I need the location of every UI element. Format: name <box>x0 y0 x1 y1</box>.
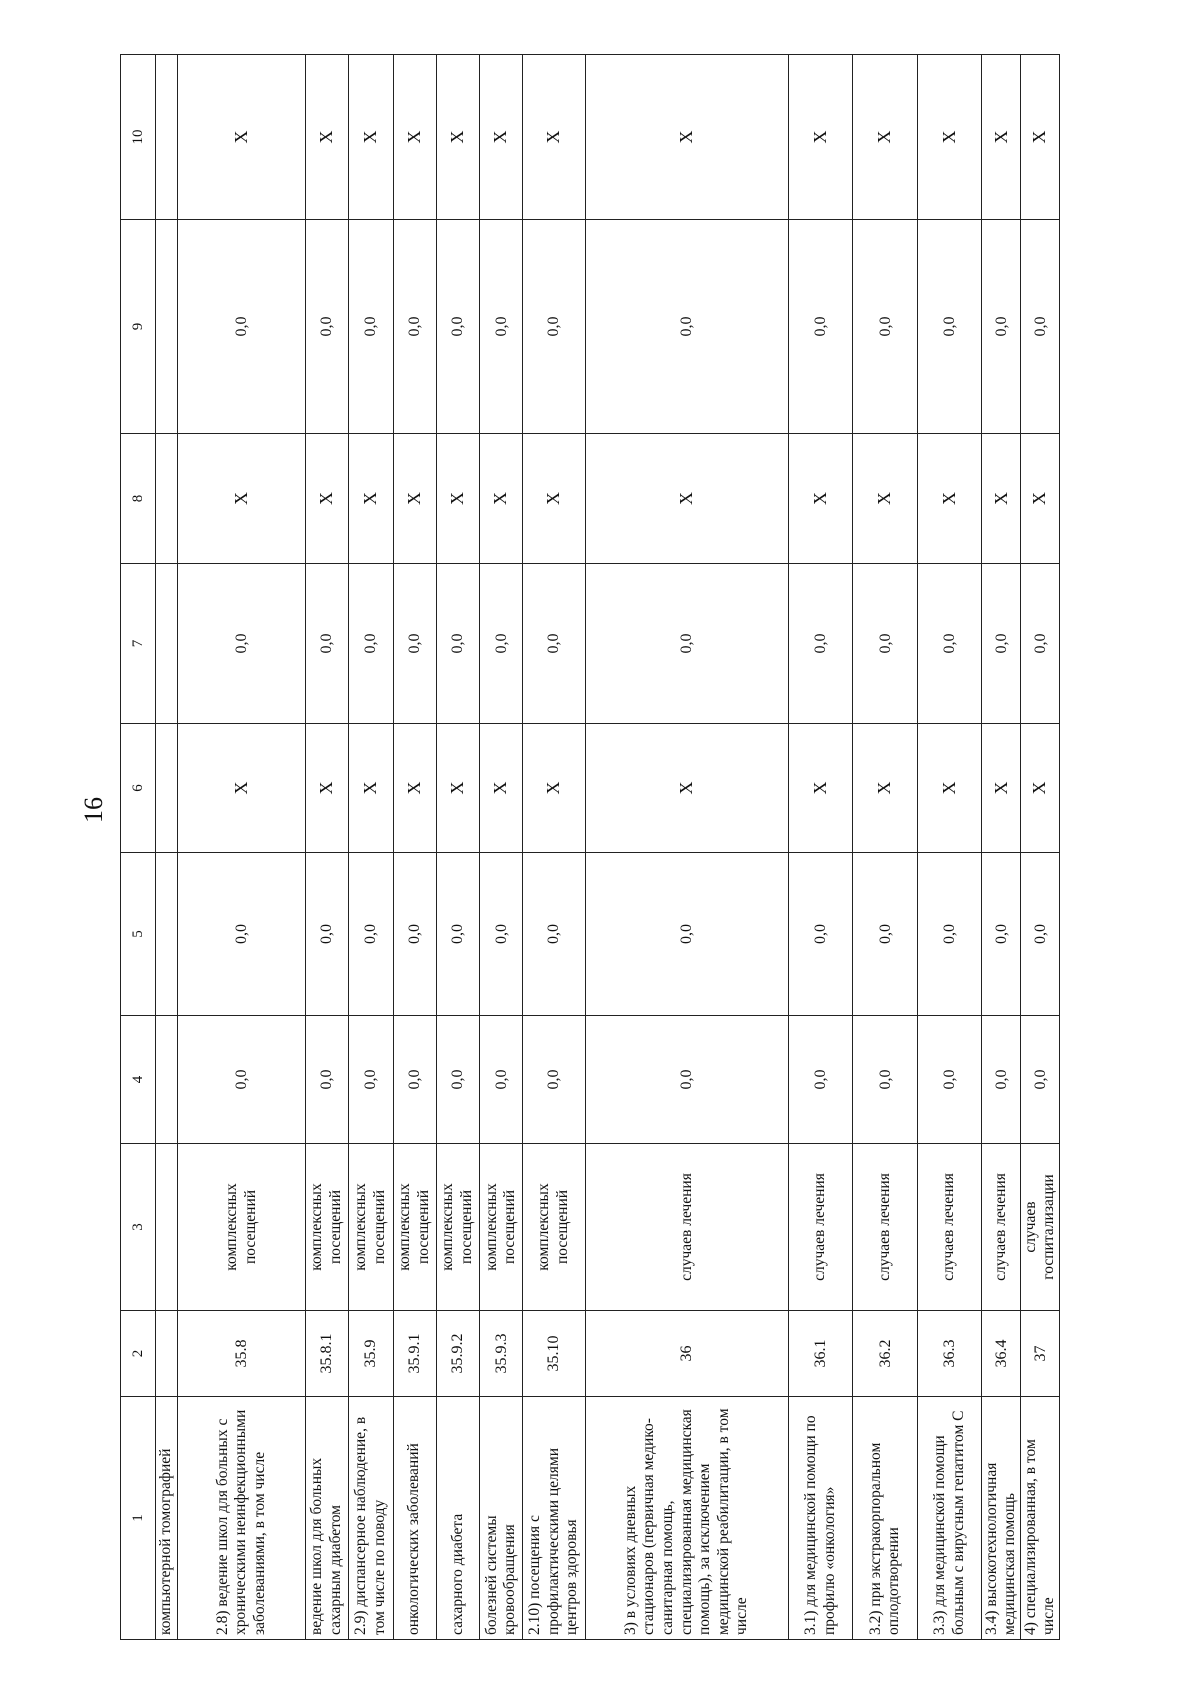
cell-unit: комплексных посещений <box>436 1144 479 1311</box>
cell-code: 36.3 <box>917 1311 981 1397</box>
cell-c4: 0,0 <box>853 1016 917 1144</box>
cell-c10: X <box>982 55 1021 220</box>
cell-code: 35.9.1 <box>393 1311 436 1397</box>
cell-c4: 0,0 <box>178 1016 306 1144</box>
table-row <box>436 55 479 1640</box>
cell-name: 3.3) для медицинской помощи больным с вирусным гепатитом С <box>917 1397 981 1640</box>
cell-c6: X <box>853 724 917 853</box>
cell-name: 3) в условиях дневных стационаров (первичная медико-санитарная помощь, специализированная медицинская помощь), за исключением медицинской реабилитации, в том числе <box>585 1397 788 1640</box>
table-row <box>982 55 1021 1640</box>
cell-c6: X <box>393 724 436 853</box>
cell-c7: 0,0 <box>917 564 981 724</box>
cell-c5: 0,0 <box>585 853 788 1016</box>
cell-name: ведение школ для больных сахарным диабетом <box>305 1397 348 1640</box>
cell-c8 <box>156 434 178 564</box>
col-header: 4 <box>121 1016 156 1144</box>
cell-c10: X <box>393 55 436 220</box>
cell-c10: X <box>585 55 788 220</box>
cell-c10: X <box>178 55 306 220</box>
cell-c10: X <box>436 55 479 220</box>
col-header: 7 <box>121 564 156 724</box>
cell-c7: 0,0 <box>305 564 348 724</box>
cell-unit: комплексных посещений <box>349 1144 393 1311</box>
cell-unit: случаев лечения <box>788 1144 852 1311</box>
cell-name: сахарного диабета <box>436 1397 479 1640</box>
page-number: 16 <box>79 797 108 823</box>
cell-c7 <box>156 564 178 724</box>
cell-c5: 0,0 <box>349 853 393 1016</box>
cell-c10: X <box>917 55 981 220</box>
table-row <box>1021 55 1060 1640</box>
cell-code: 36.2 <box>853 1311 917 1397</box>
cell-name: 3.4) высокотехнологичная медицинская помощь <box>982 1397 1021 1640</box>
cell-c4: 0,0 <box>788 1016 852 1144</box>
col-header: 5 <box>121 853 156 1016</box>
cell-code: 37 <box>1021 1311 1060 1397</box>
cell-code: 36.4 <box>982 1311 1021 1397</box>
cell-c9: 0,0 <box>1021 220 1060 434</box>
cell-c9 <box>156 220 178 434</box>
cell-c5: 0,0 <box>436 853 479 1016</box>
cell-c9: 0,0 <box>982 220 1021 434</box>
cell-name: 2.10) посещения с профилактическими целями центров здоровья <box>523 1397 585 1640</box>
cell-c10: X <box>523 55 585 220</box>
cell-c6: X <box>178 724 306 853</box>
cell-c6: X <box>982 724 1021 853</box>
cell-c5 <box>156 853 178 1016</box>
cell-c7: 0,0 <box>393 564 436 724</box>
col-header: 1 <box>121 1397 156 1640</box>
cell-c9: 0,0 <box>349 220 393 434</box>
table-row <box>178 55 306 1640</box>
cell-c7: 0,0 <box>788 564 852 724</box>
cell-c6: X <box>436 724 479 853</box>
cell-c4: 0,0 <box>982 1016 1021 1144</box>
cell-unit: комплексных посещений <box>305 1144 348 1311</box>
cell-c7: 0,0 <box>982 564 1021 724</box>
table-row <box>393 55 436 1640</box>
cell-c4: 0,0 <box>585 1016 788 1144</box>
table-row <box>156 55 178 1640</box>
cell-c9: 0,0 <box>436 220 479 434</box>
table-row <box>523 55 585 1640</box>
cell-c9: 0,0 <box>178 220 306 434</box>
col-header: 6 <box>121 724 156 853</box>
table-row <box>349 55 393 1640</box>
cell-code: 35.8.1 <box>305 1311 348 1397</box>
cell-c9: 0,0 <box>305 220 348 434</box>
cell-c10: X <box>1021 55 1060 220</box>
cell-c6: X <box>523 724 585 853</box>
cell-unit: комплексных посещений <box>480 1144 523 1311</box>
cell-c5: 0,0 <box>305 853 348 1016</box>
cell-c8: X <box>393 434 436 564</box>
cell-name: 4) специализированная, в том числе <box>1021 1397 1060 1640</box>
cell-c9: 0,0 <box>585 220 788 434</box>
cell-c8: X <box>853 434 917 564</box>
cell-c4 <box>156 1016 178 1144</box>
cell-c5: 0,0 <box>853 853 917 1016</box>
cell-name: 3.2) при экстракорпоральном оплодотворении <box>853 1397 917 1640</box>
cell-c8: X <box>349 434 393 564</box>
col-header: 10 <box>121 55 156 220</box>
cell-unit <box>156 1144 178 1311</box>
cell-c9: 0,0 <box>788 220 852 434</box>
cell-name: онкологических заболеваний <box>393 1397 436 1640</box>
cell-c5: 0,0 <box>917 853 981 1016</box>
col-header: 2 <box>121 1311 156 1397</box>
cell-c8: X <box>436 434 479 564</box>
cell-c5: 0,0 <box>982 853 1021 1016</box>
col-header: 3 <box>121 1144 156 1311</box>
cell-c7: 0,0 <box>349 564 393 724</box>
cell-c4: 0,0 <box>917 1016 981 1144</box>
cell-c8: X <box>917 434 981 564</box>
cell-code: 35.9.3 <box>480 1311 523 1397</box>
header-row <box>121 55 156 1640</box>
cell-c4: 0,0 <box>1021 1016 1060 1144</box>
cell-c5: 0,0 <box>393 853 436 1016</box>
cell-c8: X <box>523 434 585 564</box>
cell-c5: 0,0 <box>523 853 585 1016</box>
cell-c6: X <box>585 724 788 853</box>
table-row <box>480 55 523 1640</box>
cell-c4: 0,0 <box>305 1016 348 1144</box>
cell-c4: 0,0 <box>349 1016 393 1144</box>
cell-c8: X <box>1021 434 1060 564</box>
cell-code: 35.9.2 <box>436 1311 479 1397</box>
table-row <box>917 55 981 1640</box>
cell-c5: 0,0 <box>178 853 306 1016</box>
cell-unit: случаев лечения <box>853 1144 917 1311</box>
cell-c7: 0,0 <box>853 564 917 724</box>
cell-c6: X <box>305 724 348 853</box>
cell-unit: комплексных посещений <box>393 1144 436 1311</box>
cell-code: 36 <box>585 1311 788 1397</box>
cell-c6: X <box>349 724 393 853</box>
cell-unit: случаев лечения <box>917 1144 981 1311</box>
cell-c7: 0,0 <box>585 564 788 724</box>
cell-c10: X <box>480 55 523 220</box>
cell-code: 35.10 <box>523 1311 585 1397</box>
cell-c9: 0,0 <box>480 220 523 434</box>
table-row <box>788 55 852 1640</box>
cell-c4: 0,0 <box>523 1016 585 1144</box>
cell-c8: X <box>480 434 523 564</box>
cell-unit: случаев лечения <box>982 1144 1021 1311</box>
cell-name: 3.1) для медицинской помощи по профилю «онкология» <box>788 1397 852 1640</box>
cell-unit: случаев госпитализации <box>1021 1144 1060 1311</box>
col-header: 9 <box>121 220 156 434</box>
table-body <box>156 55 1060 1640</box>
table-row <box>853 55 917 1640</box>
cell-c6: X <box>480 724 523 853</box>
rotated-table-container <box>120 55 1060 1640</box>
cell-code <box>156 1311 178 1397</box>
cell-unit: случаев лечения <box>585 1144 788 1311</box>
cell-c10: X <box>788 55 852 220</box>
col-header: 8 <box>121 434 156 564</box>
cell-c6: X <box>1021 724 1060 853</box>
cell-code: 35.9 <box>349 1311 393 1397</box>
cell-c5: 0,0 <box>480 853 523 1016</box>
cell-unit: комплексных посещений <box>178 1144 306 1311</box>
cell-c10: X <box>349 55 393 220</box>
cell-code: 36.1 <box>788 1311 852 1397</box>
cell-c7: 0,0 <box>436 564 479 724</box>
cell-c8: X <box>305 434 348 564</box>
cell-c9: 0,0 <box>393 220 436 434</box>
cell-c7: 0,0 <box>178 564 306 724</box>
cell-c7: 0,0 <box>1021 564 1060 724</box>
cell-c6: X <box>788 724 852 853</box>
cell-c7: 0,0 <box>523 564 585 724</box>
cell-c8: X <box>585 434 788 564</box>
cell-c10: X <box>305 55 348 220</box>
cell-c8: X <box>178 434 306 564</box>
table-row <box>585 55 788 1640</box>
data-table <box>120 54 1060 1640</box>
cell-c4: 0,0 <box>480 1016 523 1144</box>
cell-c9: 0,0 <box>523 220 585 434</box>
cell-c4: 0,0 <box>436 1016 479 1144</box>
cell-c7: 0,0 <box>480 564 523 724</box>
cell-name: компьютерной томографией <box>156 1397 178 1640</box>
cell-c6 <box>156 724 178 853</box>
cell-c8: X <box>788 434 852 564</box>
cell-name: болезней системы кровообращения <box>480 1397 523 1640</box>
cell-c5: 0,0 <box>788 853 852 1016</box>
cell-c8: X <box>982 434 1021 564</box>
cell-name: 2.9) диспансерное наблюдение, в том числе по поводу <box>349 1397 393 1640</box>
cell-code: 35.8 <box>178 1311 306 1397</box>
table-row <box>305 55 348 1640</box>
cell-name: 2.8) ведение школ для больных с хроническими неинфекционными заболеваниями, в том числе <box>178 1397 306 1640</box>
cell-c10 <box>156 55 178 220</box>
cell-c9: 0,0 <box>853 220 917 434</box>
cell-c10: X <box>853 55 917 220</box>
cell-c6: X <box>917 724 981 853</box>
cell-c9: 0,0 <box>917 220 981 434</box>
cell-c5: 0,0 <box>1021 853 1060 1016</box>
cell-c4: 0,0 <box>393 1016 436 1144</box>
cell-unit: комплексных посещений <box>523 1144 585 1311</box>
